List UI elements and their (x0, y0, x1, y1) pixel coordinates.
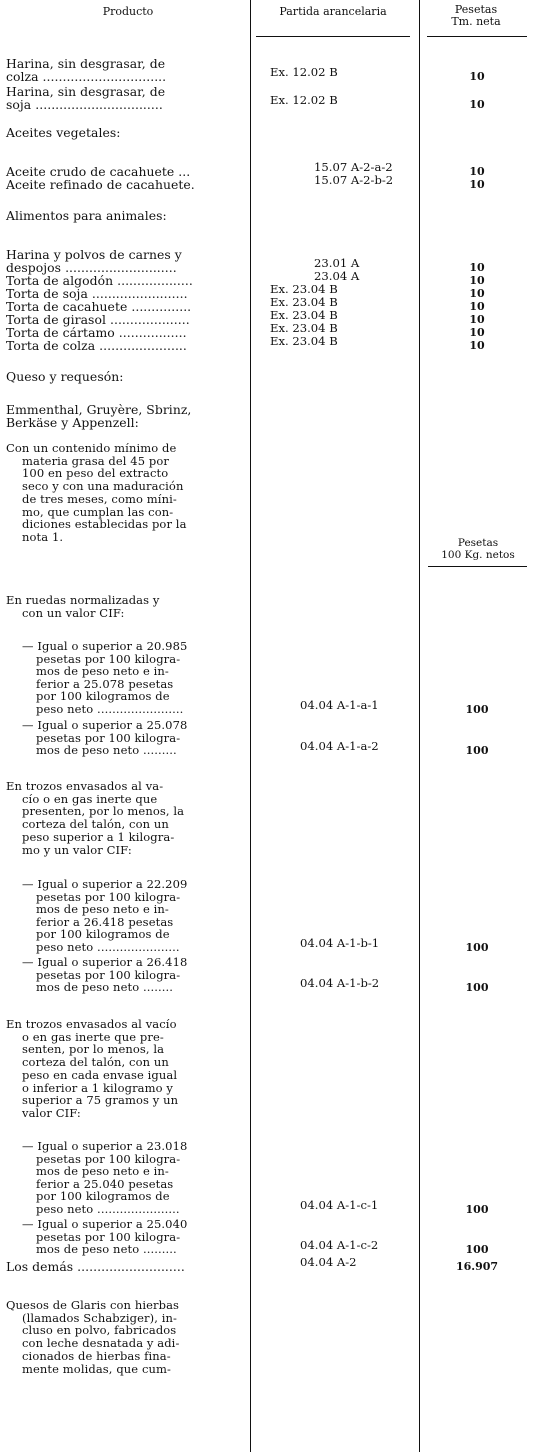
header-tm-neta: Tm. neta (451, 15, 501, 28)
header-producto: Producto (102, 5, 154, 18)
row-23-text-line: por 100 kilogramos de (36, 1189, 170, 1203)
row-23-text-line: ferior a 25.040 pesetas (36, 1176, 174, 1191)
row-0-partida-code: Ex. 12.02 B (270, 65, 338, 79)
row-11-partida-code: Ex. 23.04 B (270, 321, 338, 335)
row-0-text-line: colza ............................... (6, 69, 167, 84)
row-26-text-line: mente molidas, que cum- (22, 1361, 171, 1376)
row-22-text-line: En trozos envasados al vacío (6, 1017, 177, 1031)
row-20-text-line: peso neto ...................... (36, 939, 180, 954)
row-7-pesetas-value: 10 (469, 274, 485, 287)
row-1-partida-code: Ex. 12.02 B (270, 93, 338, 107)
row-10-partida-code: Ex. 23.04 B (270, 308, 338, 322)
row-0-text-line: Harina, sin desgrasar, de (6, 56, 166, 71)
row-25-text-line: Los demás ........................... (6, 1259, 185, 1274)
row-15-text-line: seco y con una maduración (22, 479, 184, 494)
row-15-text-line: 100 en peso del extracto (22, 466, 169, 481)
row-20-text-line: — Igual o superior a 22.209 (22, 877, 188, 891)
row-26-text-line: cionados de hierbas fina- (22, 1348, 171, 1363)
row-11-text-line: Torta de cártamo ................. (6, 325, 187, 340)
row-14-text-line: Emmenthal, Gruyère, Sbrinz, (6, 402, 192, 417)
row-20-pesetas-value: 100 (465, 940, 489, 954)
row-21-text-line: mos de peso neto ........ (36, 980, 174, 994)
row-23-text-line: peso neto ...................... (36, 1201, 180, 1216)
row-18-text-line: mos de peso neto ......... (36, 743, 177, 757)
column-divider-1 (250, 0, 251, 1452)
row-18-text-line: pesetas por 100 kilogra- (36, 730, 181, 745)
row-6-text-line: despojos ............................ (6, 260, 177, 275)
row-3-pesetas-value: 10 (469, 165, 485, 178)
row-23-text-line: pesetas por 100 kilogra- (36, 1151, 181, 1166)
row-23-pesetas-value: 100 (465, 1202, 489, 1216)
row-8-partida-code: Ex. 23.04 B (270, 282, 338, 296)
row-0-pesetas-value: 10 (469, 70, 485, 83)
row-10-pesetas-value: 10 (469, 313, 485, 326)
row-26-text-line: cluso en polvo, fabricados (22, 1323, 177, 1338)
row-3-text-line: Aceite crudo de cacahuete ... (6, 164, 191, 179)
row-16-text-line: En ruedas normalizadas y (6, 593, 160, 607)
row-19-text-line: mo y un valor CIF: (22, 842, 132, 857)
row-17-text-line: mos de peso neto e in- (36, 664, 169, 678)
row-22-text-line: corteza del talón, con un (22, 1055, 169, 1070)
row-22-text-line: superior a 75 gramos y un (22, 1093, 179, 1108)
unit-rule (428, 566, 527, 567)
row-18-pesetas-value: 100 (465, 744, 489, 757)
row-24-pesetas-value: 100 (465, 1243, 489, 1256)
row-1-text-line: Harina, sin desgrasar, de (6, 84, 166, 99)
row-19-text-line: presenten, por lo menos, la (22, 804, 185, 819)
row-20-text-line: pesetas por 100 kilogra- (36, 889, 181, 904)
row-6-text-line: Harina y polvos de carnes y (6, 247, 182, 262)
row-16-text-line: con un valor CIF: (22, 606, 125, 620)
row-1-text-line: soja ................................ (6, 97, 163, 112)
row-17-text-line: peso neto ....................... (36, 701, 184, 716)
row-17-text-line: pesetas por 100 kilogra- (36, 651, 181, 666)
row-21-partida-code: 04.04 A-1-b-2 (300, 976, 380, 990)
row-20-text-line: ferior a 26.418 pesetas (36, 914, 174, 929)
row-4-text-line: Aceite refinado de cacahuete. (6, 177, 195, 192)
row-2-text-line: Aceites vegetales: (6, 125, 121, 140)
row-17-text-line: — Igual o superior a 20.985 (22, 639, 188, 653)
row-7-text-line: Torta de algodón ................... (6, 273, 193, 288)
row-23-text-line: — Igual o superior a 23.018 (22, 1139, 188, 1153)
row-17-partida-code: 04.04 A-1-a-1 (300, 697, 379, 712)
row-19-text-line: corteza del talón, con un (22, 817, 169, 832)
row-21-pesetas-value: 100 (465, 981, 489, 994)
row-26-text-line: (llamados Schabziger), in- (22, 1310, 178, 1325)
row-11-pesetas-value: 10 (469, 326, 485, 339)
row-17-text-line: por 100 kilogramos de (36, 689, 170, 703)
row-10-text-line: Torta de girasol .................... (6, 312, 190, 327)
row-24-text-line: pesetas por 100 kilogra- (36, 1229, 181, 1244)
header-pesetas: Pesetas (454, 3, 498, 16)
row-17-text-line: ferior a 25.078 pesetas (36, 676, 174, 691)
row-25-partida-code: 04.04 A-2 (300, 1255, 357, 1269)
row-15-text-line: diciones establecidas por la (22, 517, 187, 532)
row-22-text-line: valor CIF: (22, 1105, 81, 1120)
row-24-partida-code: 04.04 A-1-c-2 (300, 1238, 379, 1252)
row-24-text-line: mos de peso neto ......... (36, 1242, 177, 1256)
row-18-partida-code: 04.04 A-1-a-2 (300, 739, 379, 753)
row-12-pesetas-value: 10 (469, 339, 485, 352)
column-divider-2 (419, 0, 420, 1452)
row-6-pesetas-value: 10 (469, 261, 485, 274)
row-20-text-line: por 100 kilogramos de (36, 927, 170, 941)
row-15-text-line: de tres meses, como míni- (22, 491, 177, 506)
row-19-text-line: peso superior a 1 kilogra- (22, 829, 175, 844)
row-25-pesetas-value: 16.907 (455, 1260, 499, 1273)
row-15-text-line: mo, que cumplan las con- (22, 504, 174, 519)
unit-100kg-label: 100 Kg. netos (441, 549, 515, 561)
row-9-pesetas-value: 10 (469, 300, 485, 313)
row-22-text-line: peso en cada envase igual (22, 1067, 178, 1082)
row-18-text-line: — Igual o superior a 25.078 (22, 718, 188, 732)
row-15-text-line: nota 1. (22, 529, 64, 544)
row-17-pesetas-value: 100 (465, 702, 489, 716)
row-13-text-line: Queso y requesón: (6, 369, 124, 384)
row-26-text-line: Quesos de Glaris con hierbas (6, 1298, 180, 1312)
row-8-text-line: Torta de soja ........................ (6, 286, 188, 301)
row-20-text-line: mos de peso neto e in- (36, 902, 169, 916)
row-23-partida-code: 04.04 A-1-c-1 (300, 1197, 379, 1212)
row-7-partida-code: 23.04 A (314, 269, 360, 283)
row-5-text-line: Alimentos para animales: (6, 208, 167, 223)
row-8-pesetas-value: 10 (469, 287, 485, 300)
row-3-partida-code: 15.07 A-2-a-2 (314, 160, 393, 174)
row-26-text-line: con leche desnatada y adi- (22, 1336, 180, 1351)
row-14-text-line: Berkäse y Appenzell: (6, 415, 139, 430)
row-22-text-line: o inferior a 1 kilogramo y (22, 1080, 174, 1095)
header-rule-partida (256, 36, 410, 37)
row-6-partida-code: 23.01 A (314, 256, 360, 270)
row-22-text-line: senten, por lo menos, la (22, 1042, 165, 1057)
row-21-text-line: pesetas por 100 kilogra- (36, 967, 181, 982)
row-24-text-line: — Igual o superior a 25.040 (22, 1217, 188, 1231)
row-15-text-line: Con un contenido mínimo de (6, 441, 177, 455)
row-12-text-line: Torta de colza ...................... (6, 338, 187, 353)
header-partida-arancelaria: Partida arancelaria (279, 5, 387, 18)
row-9-partida-code: Ex. 23.04 B (270, 295, 338, 309)
row-19-text-line: En trozos envasados al va- (6, 779, 164, 793)
row-4-partida-code: 15.07 A-2-b-2 (314, 173, 394, 187)
row-1-pesetas-value: 10 (469, 98, 485, 111)
row-21-text-line: — Igual o superior a 26.418 (22, 955, 188, 969)
row-23-text-line: mos de peso neto e in- (36, 1164, 169, 1178)
row-19-text-line: cío o en gas inerte que (22, 791, 158, 806)
row-12-partida-code: Ex. 23.04 B (270, 334, 338, 348)
header-rule-pesetas (427, 36, 527, 37)
unit-pesetas-label: Pesetas (457, 537, 499, 549)
row-22-text-line: o en gas inerte que pre- (22, 1029, 164, 1044)
row-15-text-line: materia grasa del 45 por (22, 453, 169, 468)
row-4-pesetas-value: 10 (469, 178, 485, 191)
row-9-text-line: Torta de cacahuete ............... (6, 299, 192, 314)
row-20-partida-code: 04.04 A-1-b-1 (300, 935, 380, 950)
